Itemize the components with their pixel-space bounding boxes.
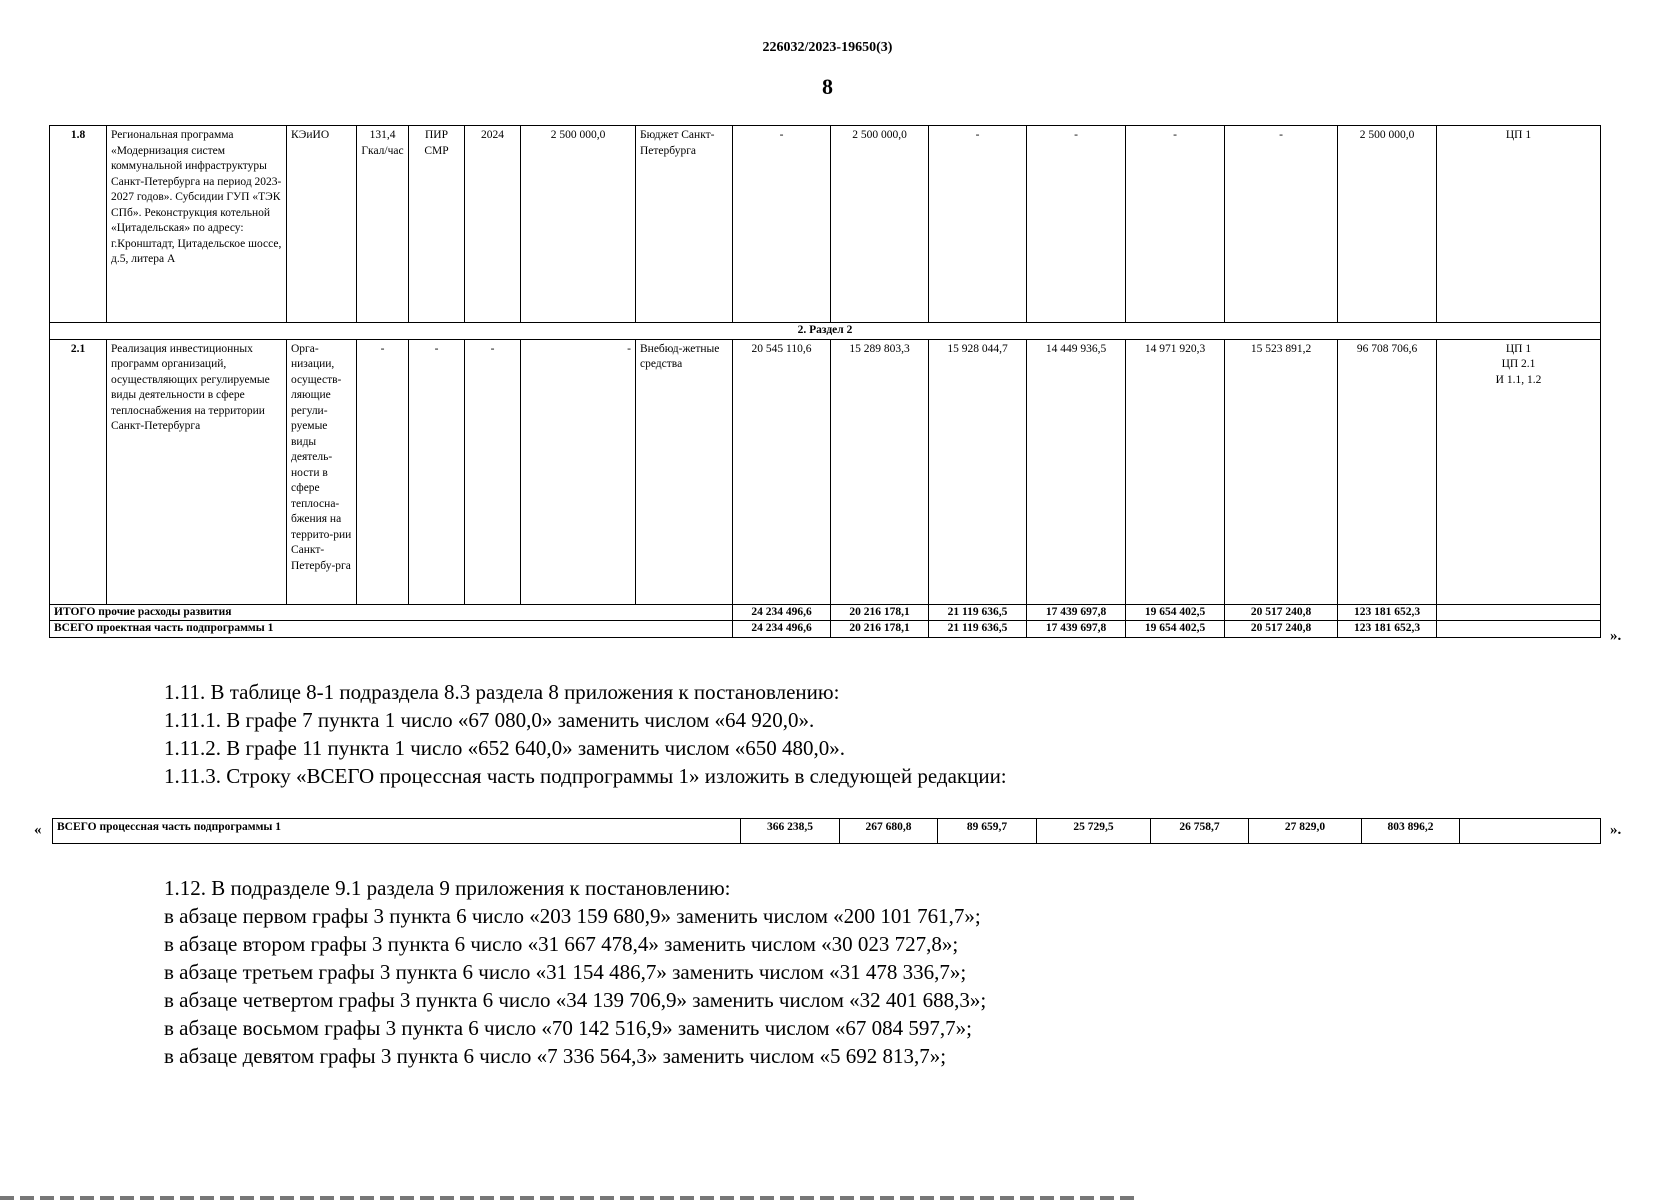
- section-row: [50, 323, 1601, 340]
- itogo-total: 123 181 652,3: [1338, 604, 1437, 621]
- table-row: [53, 819, 1601, 844]
- cell-v5: -: [1126, 126, 1225, 323]
- cell-source: Внебюд-жетные средства: [636, 339, 733, 604]
- cell-name: Региональная программа «Модернизация систем коммунальной инфраструктуры Санкт-Петербурга на период 2023-2027 годов». Субсидии ГУП «ТЭК СПб». Реконструкция котельной «Цитадельская» по адресу: г.Кронштадт, Цитадельское шоссе, д.5, литера А: [107, 126, 287, 323]
- cell-target: ЦП 1: [1437, 126, 1601, 323]
- itogo-label: ИТОГО прочие расходы развития: [50, 604, 733, 621]
- vsego-process-target: [1460, 819, 1601, 844]
- vsego-v4: 17 439 697,8: [1027, 621, 1126, 638]
- cell-v3: -: [929, 126, 1027, 323]
- vsego-process-table: [52, 818, 1601, 844]
- page-number: 8: [822, 74, 833, 99]
- cell-v2: 2 500 000,0: [831, 126, 929, 323]
- table1-close-quote: ».: [1610, 628, 1622, 644]
- cell-v6: -: [1225, 126, 1338, 323]
- vsego-process-total: 803 896,2: [1362, 819, 1460, 844]
- vsego-process-label: ВСЕГО процессная часть подпрограммы 1: [53, 819, 741, 844]
- paragraph-1-12-line-3: в абзаце третьем графы 3 пункта 6 число «31 154 486,7» заменить числом «31 478 336,7»;: [164, 960, 967, 984]
- paragraph-1-11-3: 1.11.3. Строку «ВСЕГО процессная часть подпрограммы 1» изложить в следующей редакции:: [164, 764, 1007, 788]
- vsego-process-v6: 27 829,0: [1249, 819, 1362, 844]
- paragraph-1-12-line-2: в абзаце втором графы 3 пункта 6 число «31 667 478,4» заменить числом «30 023 727,8»;: [164, 932, 959, 956]
- cell-v5: 14 971 920,3: [1126, 339, 1225, 604]
- paragraph-1-12: 1.12. В подразделе 9.1 раздела 9 приложения к постановлению:: [164, 876, 731, 900]
- cell-total: 96 708 706,6: [1338, 339, 1437, 604]
- cell-executor: Орга-низации, осуществ-ляющие регули-руемые виды деятель-ности в сфере теплосна-бжения на террито-рии Санкт-Петербу-рга: [287, 339, 357, 604]
- vsego-total: 123 181 652,3: [1338, 621, 1437, 638]
- table2-close-quote: ».: [1610, 822, 1622, 838]
- cell-executor: КЭиИО: [287, 126, 357, 323]
- program-table: [49, 125, 1601, 638]
- section-title: 2. Раздел 2: [50, 323, 1601, 340]
- vsego-process-v1: 366 238,5: [741, 819, 840, 844]
- cell-v3: 15 928 044,7: [929, 339, 1027, 604]
- itogo-v1: 24 234 496,6: [733, 604, 831, 621]
- itogo-v6: 20 517 240,8: [1225, 604, 1338, 621]
- cell-v2: 15 289 803,3: [831, 339, 929, 604]
- table-row-1-8: [50, 126, 1601, 323]
- cell-total: 2 500 000,0: [1338, 126, 1437, 323]
- cell-cost: -: [521, 339, 636, 604]
- cell-year: 2024: [465, 126, 521, 323]
- paragraph-1-12-line-6: в абзаце девятом графы 3 пункта 6 число «7 336 564,3» заменить числом «5 692 813,7»;: [164, 1044, 947, 1068]
- cell-cost: 2 500 000,0: [521, 126, 636, 323]
- vsego-process-v3: 89 659,7: [938, 819, 1037, 844]
- itogo-v3: 21 119 636,5: [929, 604, 1027, 621]
- cell-stage: ПИР СМР: [409, 126, 465, 323]
- document-number: 226032/2023-19650(3): [762, 40, 893, 55]
- vsego-v1: 24 234 496,6: [733, 621, 831, 638]
- table2-open-quote: «: [34, 822, 42, 838]
- paragraph-1-11-2: 1.11.2. В графе 11 пункта 1 число «652 640,0» заменить числом «650 480,0».: [164, 736, 846, 760]
- itogo-target: [1437, 604, 1601, 621]
- paragraph-1-11-1: 1.11.1. В графе 7 пункта 1 число «67 080,0» заменить числом «64 920,0».: [164, 708, 815, 732]
- cell-v1: -: [733, 126, 831, 323]
- vsego-label: ВСЕГО проектная часть подпрограммы 1: [50, 621, 733, 638]
- cell-year: -: [465, 339, 521, 604]
- vsego-v6: 20 517 240,8: [1225, 621, 1338, 638]
- vsego-process-v2: 267 680,8: [840, 819, 938, 844]
- itogo-v2: 20 216 178,1: [831, 604, 929, 621]
- cell-v6: 15 523 891,2: [1225, 339, 1338, 604]
- cell-capacity: -: [357, 339, 409, 604]
- paragraph-1-11: 1.11. В таблице 8-1 подраздела 8.3 раздела 8 приложения к постановлению:: [164, 680, 840, 704]
- cell-num: 2.1: [50, 339, 107, 604]
- vsego-v5: 19 654 402,5: [1126, 621, 1225, 638]
- paragraph-1-12-line-4: в абзаце четвертом графы 3 пункта 6 число «34 139 706,9» заменить числом «32 401 688,3»;: [164, 988, 987, 1012]
- cell-source: Бюджет Санкт-Петербурга: [636, 126, 733, 323]
- paragraph-1-12-line-5: в абзаце восьмом графы 3 пункта 6 число «70 142 516,9» заменить числом «67 084 597,7»;: [164, 1016, 972, 1040]
- cell-v1: 20 545 110,6: [733, 339, 831, 604]
- vsego-v3: 21 119 636,5: [929, 621, 1027, 638]
- vsego-v2: 20 216 178,1: [831, 621, 929, 638]
- vsego-process-v4: 25 729,5: [1037, 819, 1151, 844]
- cell-num: 1.8: [50, 126, 107, 323]
- vsego-target: [1437, 621, 1601, 638]
- cell-capacity: 131,4 Гкал/час: [357, 126, 409, 323]
- vsego-process-v5: 26 758,7: [1151, 819, 1249, 844]
- paragraph-1-12-line-1: в абзаце первом графы 3 пункта 6 число «203 159 680,9» заменить числом «200 101 761,7»;: [164, 904, 981, 928]
- footer-barcode-line: [0, 1196, 1140, 1200]
- vsego-row: [50, 621, 1601, 638]
- cell-v4: 14 449 936,5: [1027, 339, 1126, 604]
- itogo-v4: 17 439 697,8: [1027, 604, 1126, 621]
- cell-stage: -: [409, 339, 465, 604]
- cell-target: ЦП 1 ЦП 2.1 И 1.1, 1.2: [1437, 339, 1601, 604]
- table-row-2-1: [50, 339, 1601, 604]
- itogo-v5: 19 654 402,5: [1126, 604, 1225, 621]
- cell-v4: -: [1027, 126, 1126, 323]
- itogo-row: [50, 604, 1601, 621]
- cell-name: Реализация инвестиционных программ организаций, осуществляющих регулируемые виды деятельности в сфере теплоснабжения на территории Санкт-Петербурга: [107, 339, 287, 604]
